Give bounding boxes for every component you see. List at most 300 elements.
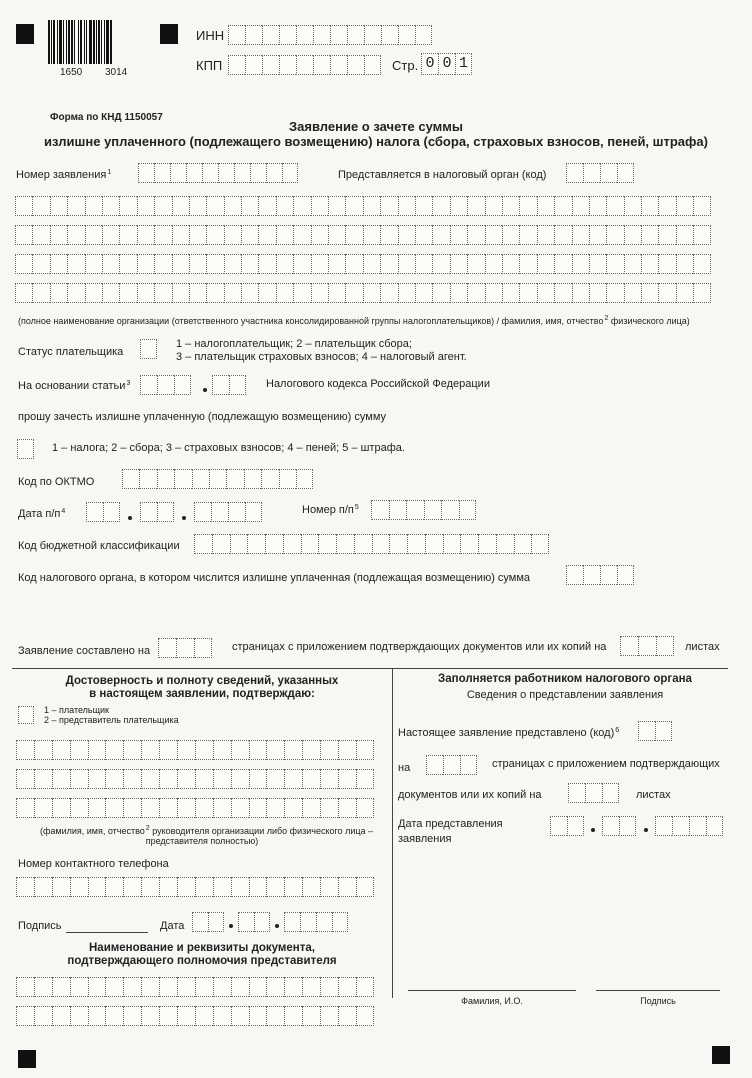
character-cell[interactable] — [531, 534, 549, 554]
character-cell[interactable] — [70, 977, 88, 997]
payment-order-number-input[interactable] — [371, 500, 476, 520]
character-cell[interactable] — [105, 740, 123, 760]
character-cell[interactable] — [213, 977, 231, 997]
character-cell[interactable] — [276, 254, 293, 274]
character-cell[interactable] — [50, 225, 67, 245]
character-cell[interactable] — [676, 283, 693, 303]
character-cell[interactable] — [102, 254, 119, 274]
attachment-sheets-input[interactable] — [620, 636, 674, 656]
character-cell[interactable] — [460, 755, 477, 775]
character-cell[interactable] — [356, 740, 374, 760]
signature-line[interactable] — [66, 932, 148, 933]
character-cell[interactable] — [249, 1006, 267, 1026]
character-cell[interactable] — [328, 283, 345, 303]
character-cell[interactable] — [407, 534, 425, 554]
character-cell[interactable] — [224, 254, 241, 274]
character-cell[interactable] — [620, 636, 638, 656]
character-cell[interactable] — [619, 816, 636, 836]
character-cell[interactable] — [154, 163, 170, 183]
character-cell[interactable] — [426, 755, 443, 775]
character-cell[interactable] — [302, 977, 320, 997]
character-cell[interactable] — [363, 283, 380, 303]
character-cell[interactable] — [284, 912, 300, 932]
character-cell[interactable] — [70, 877, 88, 897]
character-cell[interactable] — [123, 740, 141, 760]
character-cell[interactable] — [67, 225, 84, 245]
character-cell[interactable] — [364, 25, 381, 45]
character-cell[interactable] — [266, 740, 284, 760]
character-cell[interactable] — [158, 638, 176, 658]
character-cell[interactable] — [157, 375, 174, 395]
character-cell[interactable] — [50, 196, 67, 216]
character-cell[interactable] — [345, 254, 362, 274]
character-cell[interactable] — [364, 55, 381, 75]
character-cell[interactable] — [519, 283, 536, 303]
character-cell[interactable] — [245, 502, 262, 522]
character-cell[interactable] — [485, 283, 502, 303]
character-cell[interactable] — [224, 225, 241, 245]
character-cell[interactable] — [258, 254, 275, 274]
character-cell[interactable] — [550, 816, 567, 836]
character-cell[interactable] — [88, 798, 106, 818]
character-cell[interactable] — [141, 798, 159, 818]
character-cell[interactable] — [202, 163, 218, 183]
character-cell[interactable] — [284, 740, 302, 760]
character-cell[interactable] — [589, 283, 606, 303]
character-cell[interactable] — [189, 196, 206, 216]
character-cell[interactable] — [415, 225, 432, 245]
office-year-input[interactable] — [655, 816, 723, 836]
character-cell[interactable] — [380, 196, 397, 216]
character-cell[interactable] — [658, 283, 675, 303]
character-cell[interactable] — [231, 977, 249, 997]
character-cell[interactable] — [313, 25, 330, 45]
character-cell[interactable] — [602, 783, 619, 803]
character-cell[interactable] — [172, 225, 189, 245]
character-cell[interactable] — [336, 534, 354, 554]
character-cell[interactable] — [141, 1006, 159, 1026]
character-cell[interactable] — [398, 25, 415, 45]
character-cell[interactable] — [212, 375, 229, 395]
character-cell[interactable] — [624, 254, 641, 274]
character-cell[interactable] — [345, 225, 362, 245]
character-cell[interactable] — [15, 254, 32, 274]
payment-type-input[interactable] — [17, 439, 34, 459]
character-cell[interactable] — [284, 798, 302, 818]
character-cell[interactable] — [279, 469, 296, 489]
character-cell[interactable] — [102, 225, 119, 245]
character-cell[interactable] — [249, 877, 267, 897]
oktmo-input[interactable] — [122, 469, 313, 489]
character-cell[interactable] — [641, 196, 658, 216]
character-cell[interactable] — [228, 502, 245, 522]
character-cell[interactable] — [238, 912, 254, 932]
character-cell[interactable] — [195, 769, 213, 789]
character-cell[interactable] — [519, 196, 536, 216]
character-cell[interactable] — [293, 225, 310, 245]
character-cell[interactable] — [140, 502, 157, 522]
character-cell[interactable] — [380, 254, 397, 274]
character-cell[interactable] — [693, 283, 710, 303]
character-cell[interactable] — [241, 225, 258, 245]
character-cell[interactable] — [676, 196, 693, 216]
character-cell[interactable] — [85, 196, 102, 216]
character-cell[interactable] — [415, 25, 432, 45]
character-cell[interactable] — [432, 283, 449, 303]
character-cell[interactable] — [658, 254, 675, 274]
character-cell[interactable] — [320, 877, 338, 897]
character-cell[interactable] — [415, 196, 432, 216]
character-cell[interactable] — [211, 502, 228, 522]
character-cell[interactable] — [141, 769, 159, 789]
character-cell[interactable] — [656, 636, 674, 656]
character-cell[interactable] — [381, 25, 398, 45]
character-cell[interactable] — [606, 254, 623, 274]
character-cell[interactable] — [301, 534, 319, 554]
character-cell[interactable] — [67, 283, 84, 303]
character-cell[interactable] — [432, 254, 449, 274]
character-cell[interactable] — [302, 877, 320, 897]
character-cell[interactable] — [159, 877, 177, 897]
character-cell[interactable] — [572, 283, 589, 303]
character-cell[interactable] — [139, 469, 156, 489]
kbk-input[interactable] — [194, 534, 549, 554]
character-cell[interactable] — [672, 816, 689, 836]
character-cell[interactable] — [284, 877, 302, 897]
org-name-row-1[interactable] — [15, 196, 711, 216]
character-cell[interactable] — [52, 798, 70, 818]
character-cell[interactable] — [266, 163, 282, 183]
character-cell[interactable] — [177, 798, 195, 818]
character-cell[interactable] — [88, 1006, 106, 1026]
payment-order-year-input[interactable] — [194, 502, 262, 522]
character-cell[interactable] — [231, 740, 249, 760]
character-cell[interactable] — [658, 196, 675, 216]
character-cell[interactable] — [502, 225, 519, 245]
character-cell[interactable] — [213, 1006, 231, 1026]
character-cell[interactable] — [398, 254, 415, 274]
character-cell[interactable] — [249, 977, 267, 997]
character-cell[interactable] — [279, 55, 296, 75]
character-cell[interactable] — [566, 163, 583, 183]
character-cell[interactable] — [283, 534, 301, 554]
character-cell[interactable] — [172, 196, 189, 216]
character-cell[interactable] — [119, 283, 136, 303]
character-cell[interactable] — [141, 977, 159, 997]
character-cell[interactable] — [441, 500, 459, 520]
character-cell[interactable] — [537, 283, 554, 303]
character-cell[interactable] — [424, 500, 442, 520]
character-cell[interactable] — [266, 769, 284, 789]
character-cell[interactable] — [284, 1006, 302, 1026]
character-cell[interactable] — [467, 254, 484, 274]
character-cell[interactable] — [572, 225, 589, 245]
character-cell[interactable] — [583, 163, 600, 183]
signature-year-input[interactable] — [284, 912, 348, 932]
character-cell[interactable] — [371, 500, 389, 520]
character-cell[interactable] — [140, 375, 157, 395]
character-cell[interactable] — [293, 196, 310, 216]
character-cell[interactable] — [398, 196, 415, 216]
character-cell[interactable] — [624, 283, 641, 303]
character-cell[interactable] — [432, 196, 449, 216]
character-cell[interactable] — [34, 769, 52, 789]
character-cell[interactable] — [676, 254, 693, 274]
character-cell[interactable] — [425, 534, 443, 554]
character-cell[interactable] — [478, 534, 496, 554]
character-cell[interactable] — [262, 55, 279, 75]
character-cell[interactable] — [284, 769, 302, 789]
payment-order-month-input[interactable] — [140, 502, 174, 522]
character-cell[interactable] — [32, 283, 49, 303]
character-cell[interactable] — [606, 225, 623, 245]
character-cell[interactable] — [34, 1006, 52, 1026]
character-cell[interactable] — [302, 740, 320, 760]
character-cell[interactable] — [293, 283, 310, 303]
character-cell[interactable] — [245, 55, 262, 75]
character-cell[interactable] — [218, 163, 234, 183]
character-cell[interactable] — [432, 225, 449, 245]
character-cell[interactable] — [568, 783, 585, 803]
character-cell[interactable] — [514, 534, 532, 554]
character-cell[interactable] — [338, 798, 356, 818]
character-cell[interactable] — [572, 254, 589, 274]
character-cell[interactable] — [103, 502, 120, 522]
character-cell[interactable] — [282, 163, 298, 183]
character-cell[interactable] — [15, 196, 32, 216]
character-cell[interactable] — [276, 225, 293, 245]
character-cell[interactable] — [372, 534, 390, 554]
character-cell[interactable] — [172, 254, 189, 274]
character-cell[interactable] — [123, 798, 141, 818]
character-cell[interactable] — [159, 1006, 177, 1026]
character-cell[interactable] — [276, 283, 293, 303]
character-cell[interactable] — [300, 912, 316, 932]
character-cell[interactable] — [502, 196, 519, 216]
character-cell[interactable] — [123, 977, 141, 997]
character-cell[interactable] — [119, 225, 136, 245]
character-cell[interactable] — [16, 877, 34, 897]
character-cell[interactable] — [363, 225, 380, 245]
office-month-input[interactable] — [602, 816, 636, 836]
character-cell[interactable] — [502, 283, 519, 303]
character-cell[interactable] — [676, 225, 693, 245]
character-cell[interactable] — [328, 225, 345, 245]
payer-status-input[interactable] — [140, 339, 157, 359]
character-cell[interactable] — [276, 196, 293, 216]
character-cell[interactable] — [34, 877, 52, 897]
character-cell[interactable] — [192, 469, 209, 489]
character-cell[interactable] — [302, 798, 320, 818]
character-cell[interactable] — [174, 469, 191, 489]
application-number-input[interactable] — [138, 163, 298, 183]
character-cell[interactable] — [641, 283, 658, 303]
character-cell[interactable] — [320, 1006, 338, 1026]
character-cell[interactable] — [137, 254, 154, 274]
character-cell[interactable] — [296, 55, 313, 75]
character-cell[interactable] — [443, 534, 461, 554]
character-cell[interactable] — [195, 740, 213, 760]
character-cell[interactable] — [266, 877, 284, 897]
character-cell[interactable] — [209, 469, 226, 489]
character-cell[interactable] — [137, 225, 154, 245]
character-cell[interactable] — [450, 283, 467, 303]
character-cell[interactable] — [624, 225, 641, 245]
character-cell[interactable] — [554, 283, 571, 303]
character-cell[interactable] — [589, 196, 606, 216]
character-cell[interactable] — [332, 912, 348, 932]
character-cell[interactable] — [450, 196, 467, 216]
character-cell[interactable] — [189, 283, 206, 303]
character-cell[interactable] — [600, 163, 617, 183]
character-cell[interactable] — [212, 534, 230, 554]
character-cell[interactable] — [624, 196, 641, 216]
character-cell[interactable] — [16, 798, 34, 818]
character-cell[interactable] — [137, 283, 154, 303]
character-cell[interactable] — [356, 798, 374, 818]
character-cell[interactable] — [172, 283, 189, 303]
character-cell[interactable] — [230, 534, 248, 554]
character-cell[interactable] — [231, 798, 249, 818]
article-number-input[interactable] — [140, 375, 191, 395]
character-cell[interactable] — [244, 469, 261, 489]
character-cell[interactable] — [572, 196, 589, 216]
character-cell[interactable] — [460, 534, 478, 554]
office-day-input[interactable] — [550, 816, 584, 836]
character-cell[interactable] — [330, 55, 347, 75]
character-cell[interactable] — [354, 534, 372, 554]
office-sheets-input[interactable] — [568, 783, 619, 803]
character-cell[interactable] — [141, 740, 159, 760]
character-cell[interactable] — [15, 225, 32, 245]
character-cell[interactable] — [261, 469, 278, 489]
character-cell[interactable] — [250, 163, 266, 183]
character-cell[interactable] — [34, 740, 52, 760]
character-cell[interactable] — [195, 798, 213, 818]
character-cell[interactable] — [213, 769, 231, 789]
character-cell[interactable] — [363, 196, 380, 216]
character-cell[interactable] — [34, 977, 52, 997]
character-cell[interactable] — [189, 254, 206, 274]
tax-authority-code-input[interactable] — [566, 163, 634, 183]
character-cell[interactable] — [585, 783, 602, 803]
character-cell[interactable] — [52, 877, 70, 897]
character-cell[interactable] — [50, 283, 67, 303]
character-cell[interactable] — [194, 502, 211, 522]
character-cell[interactable] — [467, 283, 484, 303]
character-cell[interactable] — [154, 225, 171, 245]
character-cell[interactable] — [123, 769, 141, 789]
signer-name-row-2[interactable] — [16, 769, 374, 789]
character-cell[interactable] — [177, 1006, 195, 1026]
character-cell[interactable] — [206, 283, 223, 303]
character-cell[interactable] — [34, 798, 52, 818]
character-cell[interactable] — [177, 877, 195, 897]
character-cell[interactable] — [228, 55, 245, 75]
character-cell[interactable] — [105, 798, 123, 818]
character-cell[interactable] — [102, 196, 119, 216]
character-cell[interactable] — [338, 1006, 356, 1026]
character-cell[interactable] — [347, 55, 364, 75]
character-cell[interactable] — [88, 877, 106, 897]
character-cell[interactable] — [231, 769, 249, 789]
character-cell[interactable] — [519, 225, 536, 245]
character-cell[interactable] — [311, 225, 328, 245]
character-cell[interactable] — [266, 798, 284, 818]
character-cell[interactable] — [638, 636, 656, 656]
character-cell[interactable] — [123, 1006, 141, 1026]
character-cell[interactable] — [231, 877, 249, 897]
character-cell[interactable] — [105, 1006, 123, 1026]
character-cell[interactable] — [16, 977, 34, 997]
character-cell[interactable] — [347, 25, 364, 45]
officer-signature-line[interactable] — [596, 990, 720, 991]
character-cell[interactable] — [119, 254, 136, 274]
character-cell[interactable] — [266, 977, 284, 997]
character-cell[interactable] — [86, 502, 103, 522]
character-cell[interactable] — [606, 196, 623, 216]
character-cell[interactable] — [141, 877, 159, 897]
character-cell[interactable] — [189, 225, 206, 245]
character-cell[interactable] — [228, 25, 245, 45]
character-cell[interactable] — [213, 877, 231, 897]
character-cell[interactable] — [85, 254, 102, 274]
character-cell[interactable] — [67, 196, 84, 216]
character-cell[interactable] — [52, 769, 70, 789]
pages-count-input[interactable] — [158, 638, 212, 658]
character-cell[interactable] — [265, 534, 283, 554]
character-cell[interactable] — [177, 977, 195, 997]
character-cell[interactable] — [320, 769, 338, 789]
character-cell[interactable] — [70, 769, 88, 789]
character-cell[interactable] — [213, 740, 231, 760]
character-cell[interactable] — [195, 877, 213, 897]
character-cell[interactable] — [302, 769, 320, 789]
character-cell[interactable] — [195, 1006, 213, 1026]
character-cell[interactable] — [519, 254, 536, 274]
character-cell[interactable] — [338, 769, 356, 789]
character-cell[interactable] — [18, 706, 34, 724]
phone-input[interactable] — [16, 877, 374, 897]
article-part-input[interactable] — [212, 375, 246, 395]
character-cell[interactable] — [496, 534, 514, 554]
character-cell[interactable] — [330, 25, 347, 45]
character-cell[interactable] — [247, 534, 265, 554]
character-cell[interactable] — [467, 196, 484, 216]
character-cell[interactable] — [328, 196, 345, 216]
signer-name-row-3[interactable] — [16, 798, 374, 818]
character-cell[interactable] — [186, 163, 202, 183]
character-cell[interactable] — [443, 755, 460, 775]
character-cell[interactable] — [554, 225, 571, 245]
character-cell[interactable] — [17, 439, 34, 459]
payment-order-day-input[interactable] — [86, 502, 120, 522]
tax-office-code-input[interactable] — [566, 565, 634, 585]
character-cell[interactable] — [119, 196, 136, 216]
character-cell[interactable] — [213, 798, 231, 818]
character-cell[interactable] — [159, 740, 177, 760]
character-cell[interactable] — [258, 225, 275, 245]
character-cell[interactable] — [356, 769, 374, 789]
character-cell[interactable] — [485, 254, 502, 274]
character-cell[interactable] — [234, 163, 250, 183]
character-cell[interactable] — [70, 798, 88, 818]
signature-month-input[interactable] — [238, 912, 270, 932]
character-cell[interactable] — [655, 816, 672, 836]
character-cell[interactable] — [363, 254, 380, 274]
character-cell[interactable] — [194, 534, 212, 554]
character-cell[interactable] — [159, 977, 177, 997]
